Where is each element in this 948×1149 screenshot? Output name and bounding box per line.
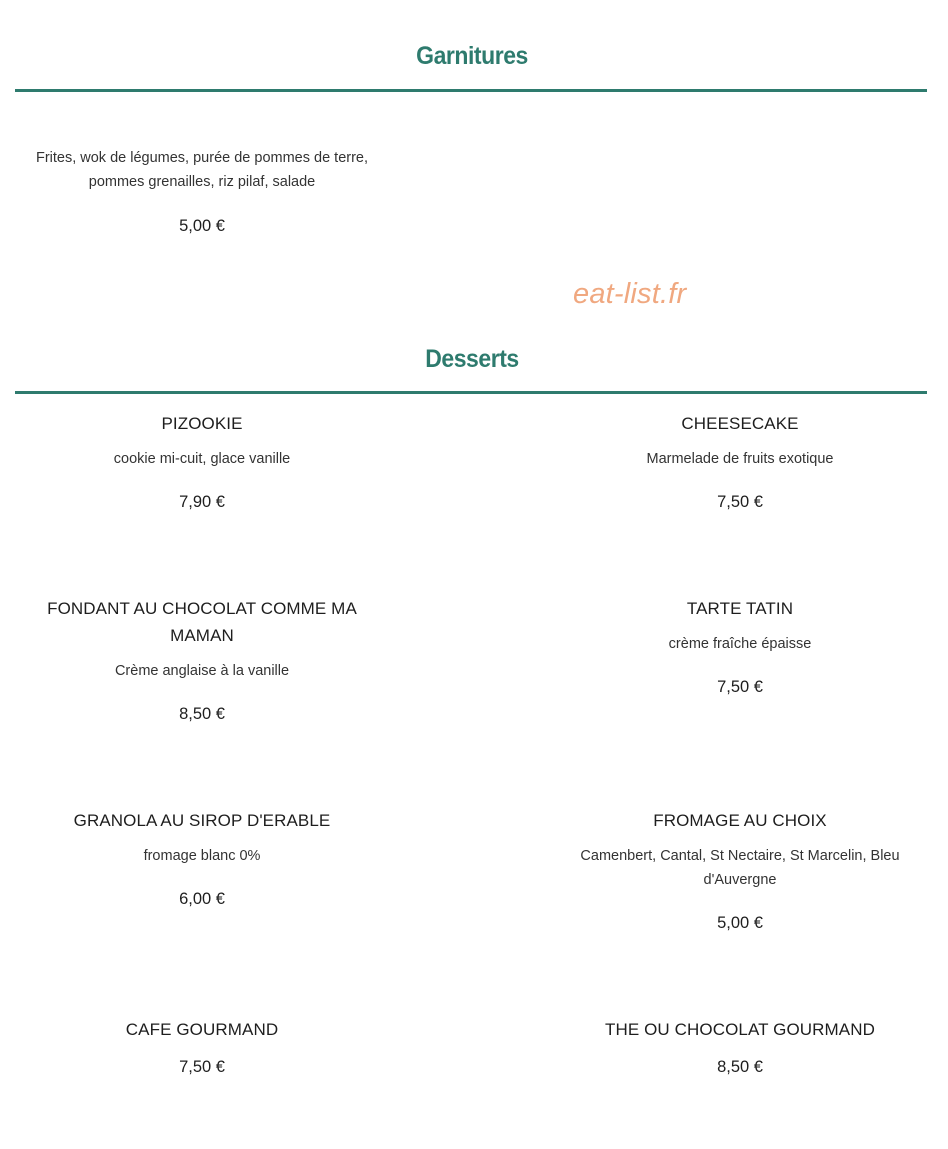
desserts-divider xyxy=(15,391,927,394)
dessert-description: cookie mi-cuit, glace vanille xyxy=(113,451,291,467)
dessert-description: Crème anglaise à la vanille xyxy=(114,663,290,679)
dessert-price: 7,50 € xyxy=(717,493,763,511)
dessert-name: TARTE TATIN xyxy=(686,599,794,618)
garnitures-divider xyxy=(15,89,927,92)
dessert-price: 8,50 € xyxy=(179,705,225,723)
dessert-name: PIZOOKIE xyxy=(161,414,243,433)
dessert-price: 6,00 € xyxy=(179,890,225,908)
dessert-description: fromage blanc 0% xyxy=(143,848,261,864)
dessert-item-cheesecake xyxy=(560,410,920,513)
dessert-name: CHEESECAKE xyxy=(681,414,799,433)
dessert-price: 5,00 € xyxy=(717,914,763,932)
dessert-name: GRANOLA AU SIROP D'ERABLE xyxy=(73,811,331,830)
dessert-description: crème fraîche épaisse xyxy=(668,636,812,652)
dessert-description: Marmelade de fruits exotique xyxy=(646,451,834,467)
dessert-price: 7,90 € xyxy=(179,493,225,511)
dessert-name: CAFE GOURMAND xyxy=(125,1020,279,1039)
dessert-name: FROMAGE AU CHOIX xyxy=(653,811,827,830)
desserts-heading: Desserts xyxy=(425,345,519,373)
dessert-item-cafe-gourmand xyxy=(22,1016,382,1078)
dessert-name: FONDANT AU CHOCOLAT COMME MA MAMAN xyxy=(47,599,357,645)
dessert-name: THE OU CHOCOLAT GOURMAND xyxy=(604,1020,875,1039)
dessert-item-fromage xyxy=(560,807,920,934)
garniture-description: Frites, wok de légumes, purée de pommes de terre, pommes grenailles, riz pilaf, salade xyxy=(35,150,369,190)
garniture-item xyxy=(22,146,382,237)
garnitures-heading: Garnitures xyxy=(416,42,528,70)
dessert-item-fondant xyxy=(22,595,382,725)
dessert-price: 7,50 € xyxy=(717,678,763,696)
dessert-item-the-chocolat-gourmand xyxy=(560,1016,920,1078)
dessert-item-tarte-tatin xyxy=(560,595,920,698)
dessert-price: 7,50 € xyxy=(179,1058,225,1076)
watermark-text: eat-list.fr xyxy=(573,278,687,310)
garniture-price: 5,00 € xyxy=(179,217,225,235)
dessert-description: Camenbert, Cantal, St Nectaire, St Marcelin, Bleu d'Auvergne xyxy=(580,848,900,888)
dessert-item-pizookie xyxy=(22,410,382,513)
dessert-price: 8,50 € xyxy=(717,1058,763,1076)
dessert-item-granola xyxy=(22,807,382,910)
